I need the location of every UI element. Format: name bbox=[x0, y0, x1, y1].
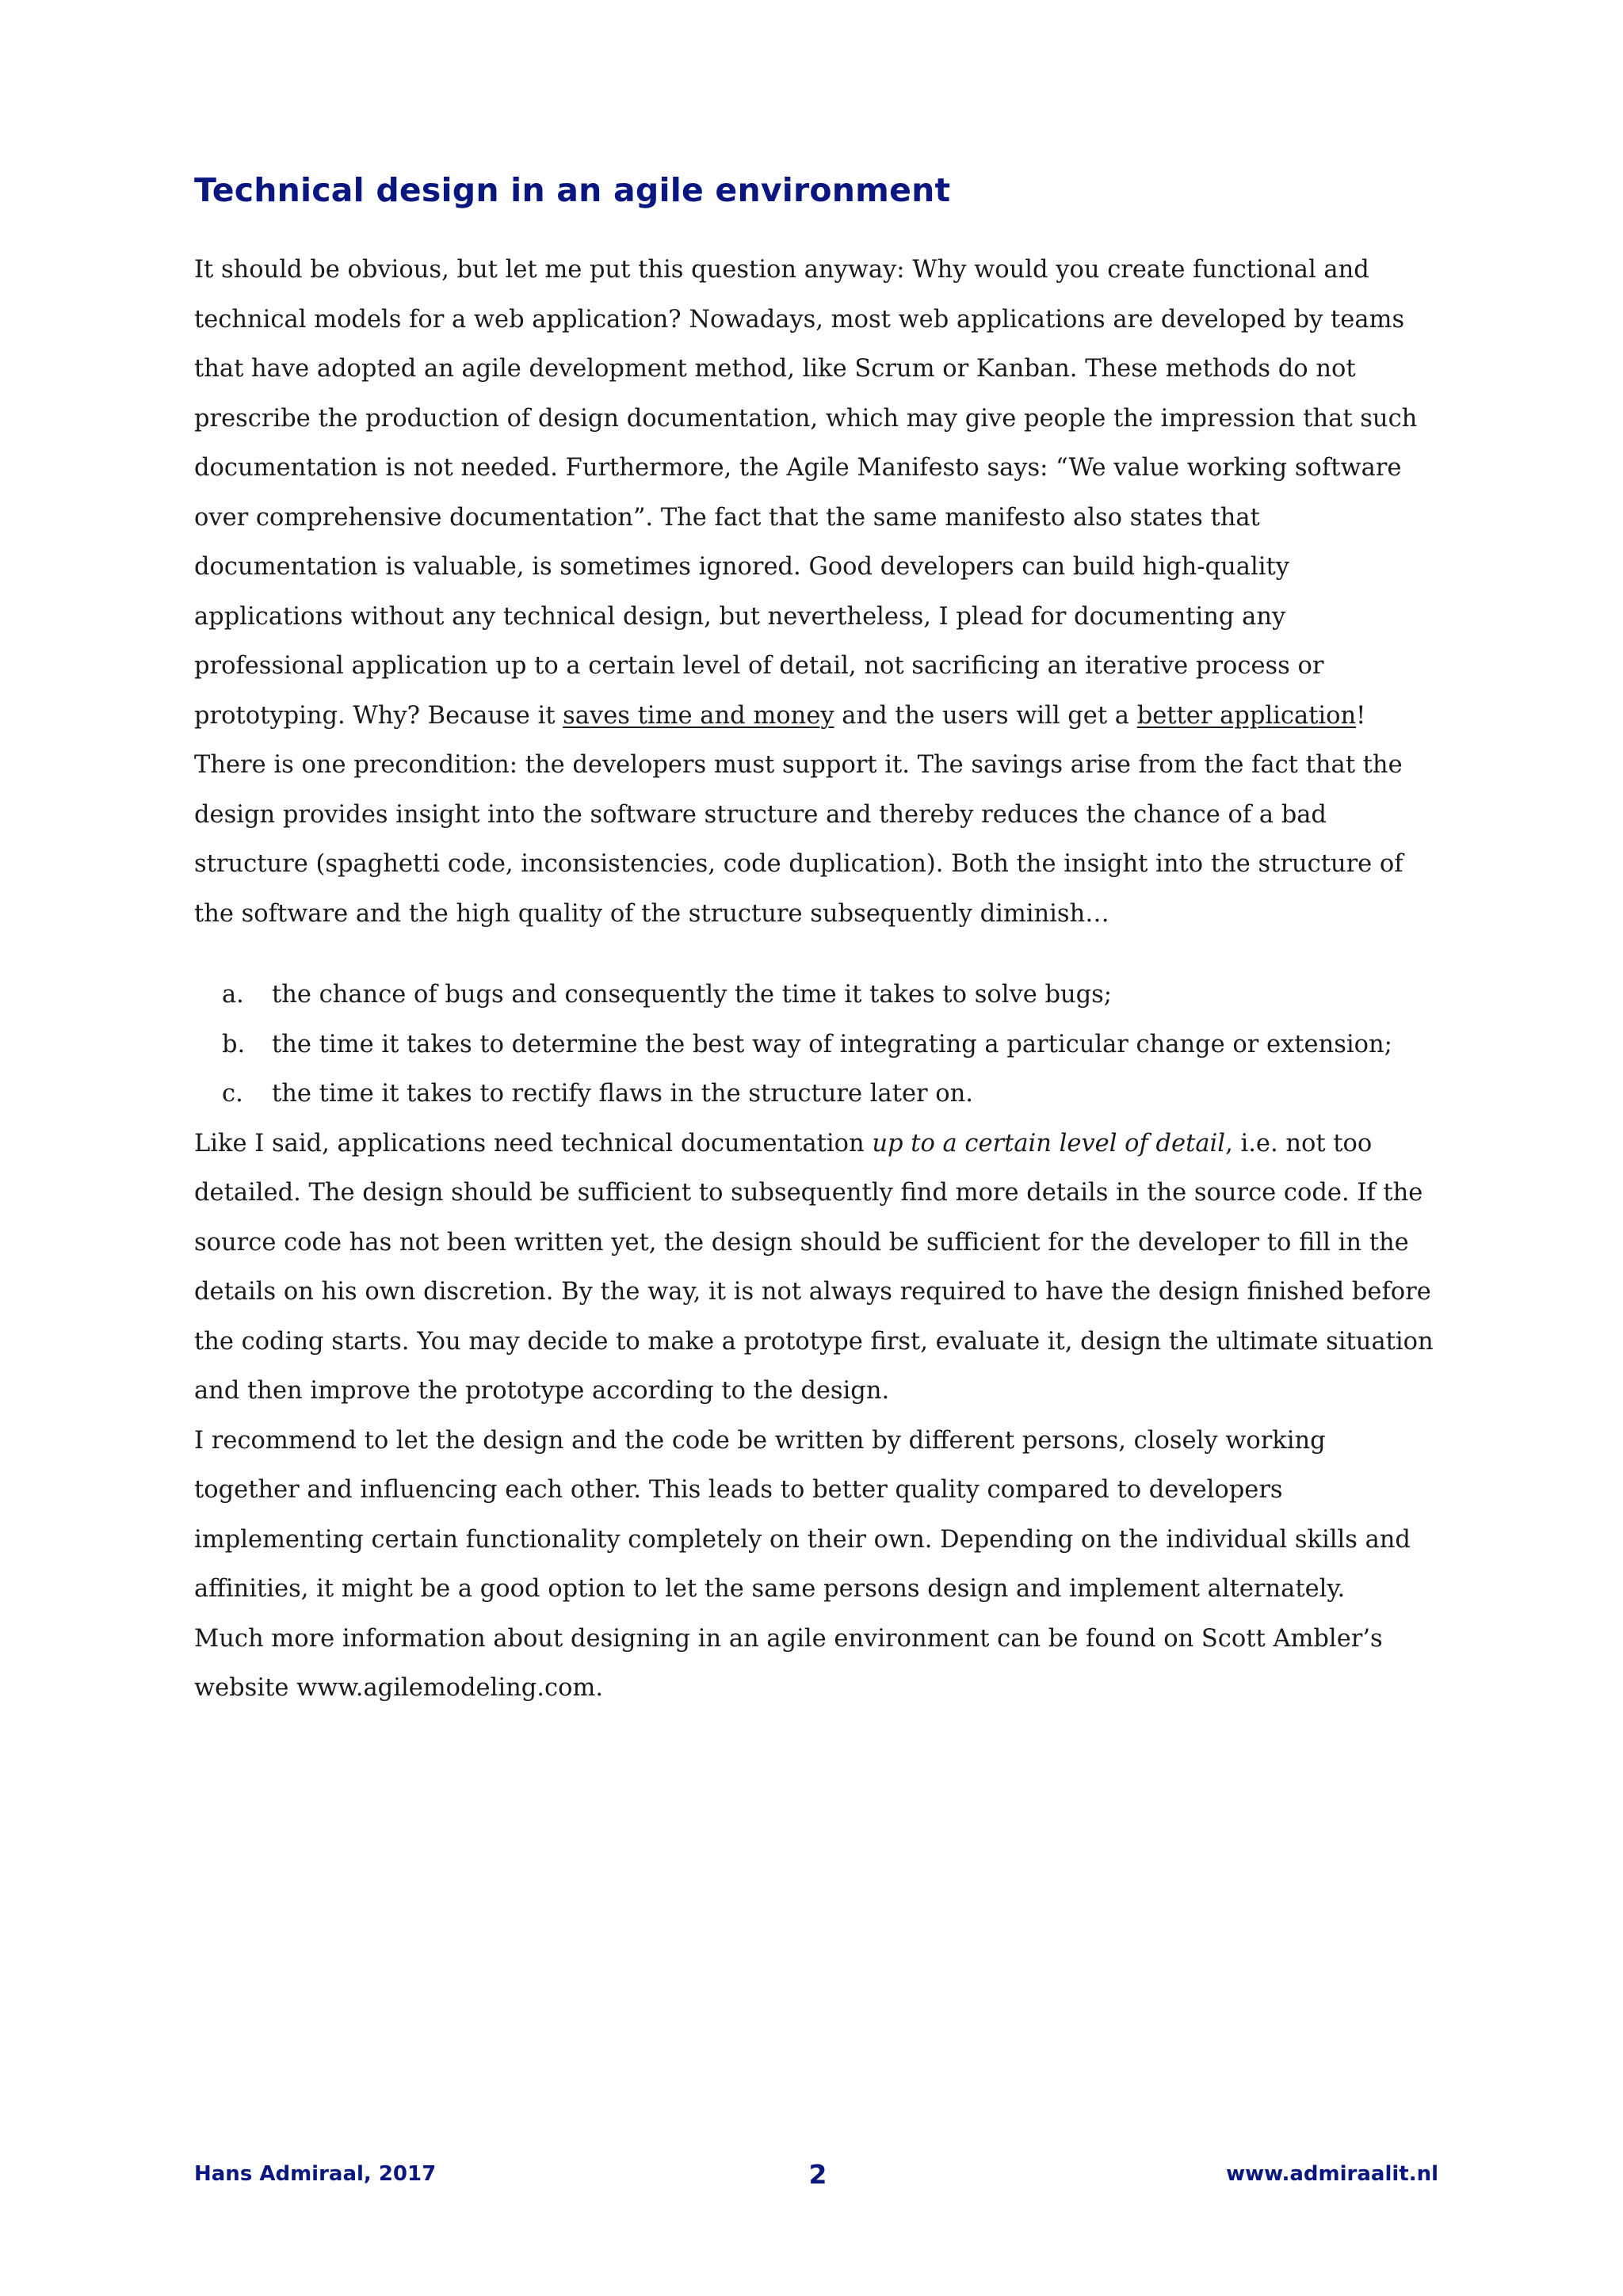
footer-website: www.admiraalit.nl bbox=[1226, 2162, 1438, 2186]
list-item bbox=[194, 1070, 1438, 1119]
page-title: Technical design in an agile environment bbox=[194, 171, 951, 209]
list-marker: c. bbox=[222, 1080, 243, 1108]
intro-paragraph bbox=[194, 246, 1438, 939]
list-item-text: the chance of bugs and consequently the time it takes to solve bugs; bbox=[272, 981, 1113, 1009]
list-item-text: the time it takes to rectify flaws in the structure later on. bbox=[272, 1080, 973, 1108]
list-item bbox=[194, 1020, 1438, 1070]
benefits-list bbox=[194, 971, 1438, 1119]
intro-text-1: It should be obvious, but let me put this question anyway: Why would you create functional and technical models for a web application? Nowadays, most web applications are developed by teams that have adopted an agile development method, like Scrum or Kanban. These methods do not prescribe the production of design documentation, which may give people the impression that such documentation is not needed. Furthermore, the Agile Manifesto says: “We value working software over comprehensive documentation”. The fact that the same manifesto also states that documentation is valuable, is sometimes ignored. Good developers can build high-quality applications without any technical design, but nevertheless, I plead for documenting any professional application up to a certain level of detail, not sacrificing an iterative process or prototyping. Why? Because it bbox=[194, 256, 1418, 730]
list-item bbox=[194, 971, 1438, 1020]
footer-page-number: 2 bbox=[808, 2159, 827, 2190]
detail-level-paragraph bbox=[194, 1119, 1438, 1417]
para2-text-1: Like I said, applications need technical documentation bbox=[194, 1129, 873, 1158]
recommendation-paragraph: I recommend to let the design and the code be written by different persons, closely working together and influencing each other. This leads to better quality compared to developers implementing certain functionality completely on their own. Depending on the individual skills and affinities, it might be a good option to let the same persons design and implement alternately. bbox=[194, 1426, 1411, 1603]
para2-text-2: , i.e. not too detailed. The design should be sufficient to subsequently find more details in the source code. If the source code has not been written yet, the design should be sufficient for the developer to fill in the details on his own discretion. By the way, it is not always required to have the design finished before the coding starts. You may decide to make a prototype first, evaluate it, design the ultimate situation and then improve the prototype according to the design. bbox=[194, 1129, 1434, 1405]
body-text bbox=[194, 246, 1438, 1714]
page-content bbox=[194, 166, 1438, 1714]
intro-text-3: ! There is one precondition: the developers must support it. The savings arise from the fact that the design provides insight into the software structure and thereby reduces the chance of a bad structure (spaghetti code, inconsistencies, code duplication). Both the insight into the structure of the software and the high quality of the structure subsequently diminish… bbox=[194, 701, 1403, 928]
intro-text-2: and the users will get a bbox=[834, 701, 1137, 730]
saves-time-link[interactable]: saves time and money bbox=[563, 701, 834, 730]
page-footer bbox=[194, 2159, 1438, 2191]
more-info-paragraph: Much more information about designing in an agile environment can be found on Scott Ambler’s website www.agilemodeling.com. bbox=[194, 1624, 1383, 1702]
list-marker: b. bbox=[222, 1030, 246, 1058]
list-marker: a. bbox=[222, 981, 244, 1009]
list-item-text: the time it takes to determine the best way of integrating a particular change or extension; bbox=[272, 1030, 1392, 1058]
footer-author: Hans Admiraal, 2017 bbox=[194, 2162, 437, 2186]
para2-emphasis: up to a certain level of detail bbox=[872, 1129, 1226, 1158]
better-application-link[interactable]: better application bbox=[1136, 701, 1357, 730]
